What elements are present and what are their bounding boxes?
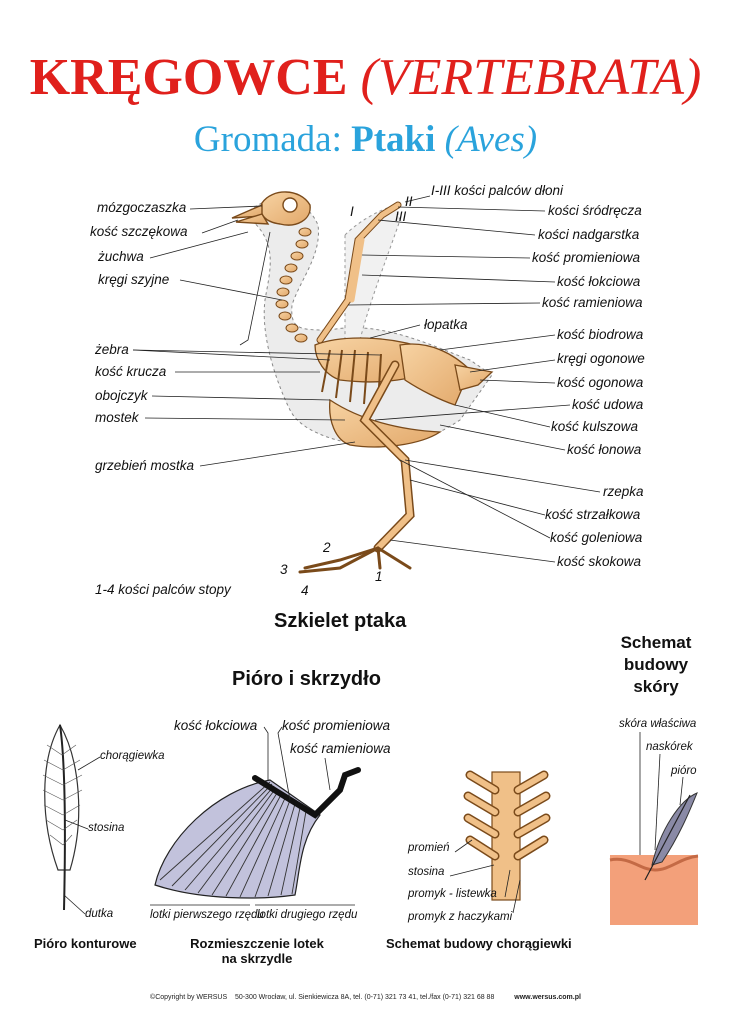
label-maxilla: kość szczękowa [90,224,188,239]
title-main: KRĘGOWCE [29,49,348,106]
subtitle-prefix: Gromada: [193,119,342,160]
toe-number-3: 3 [280,562,288,577]
numeral-1: I [350,204,354,219]
skin-label-dermis: skóra właściwa [619,718,697,730]
label-coracoid: kość krucza [95,364,167,379]
label-humerus: kość ramieniowa [542,295,643,310]
label-ulna: kość łokciowa [557,274,641,289]
toes [300,548,410,572]
contour-feather [43,725,100,914]
caption-vane: Schemat budowy chorągiewki [386,936,572,951]
label-clavicle: obojczyk [95,388,148,403]
footer-address: 50-300 Wrocław, ul. Sienkiewicza 8A, tel. (0-71) 321 73 41, tel./fax (0-71) 321 68 88 [234,994,495,1001]
label-tibia: kość goleniowa [550,530,643,545]
label-fibula: kość strzałkowa [545,507,641,522]
label-toe-bones: 1-4 kości palców stopy [95,582,231,597]
label-pygostyle: kość ogonowa [557,375,644,390]
label-metacarpals: kości śródręcza [548,203,642,218]
numeral-2: II [405,194,413,209]
vane-label-barbule: promyk - listewka [408,888,497,900]
caption-wing [177,936,337,966]
footer [0,994,731,1001]
wing-label-secondaries: lotki drugiego rzędu [257,909,358,921]
toe-number-4: 4 [301,583,309,598]
caption-wing-line1: Rozmieszczenie lotek [190,936,324,951]
label-rachis: stosina [88,822,125,834]
caption-wing-line2: na skrzydle [221,951,293,966]
label-radius: kość promieniowa [532,250,641,265]
label-patella: rzepka [603,484,644,499]
label-pubis: kość łonowa [567,442,642,457]
label-ribs: żebra [95,342,129,357]
vane-label-barb: promień [408,842,450,854]
subtitle-group: Ptaki [351,119,436,160]
skull [232,192,310,225]
wing-label-radius: kość promieniowa [282,718,391,733]
label-carpals: kości nadgarstka [538,227,640,242]
numeral-3: III [395,209,407,224]
skeleton-heading: Szkielet ptaka [274,610,407,632]
wing-label-ulna: kość łokciowa [174,718,258,733]
vane-label-hooked-barbule: promyk z haczykami [408,911,513,923]
label-vane: chorągiewka [100,750,165,762]
label-ischium: kość kulszowa [551,419,639,434]
label-scapula: łopatka [424,317,468,332]
footer-copyright: ©Copyright by WERSUS [150,994,228,1001]
toe-number-2: 2 [323,540,331,555]
label-cervical-vertebrae: kręgi szyjne [98,272,170,287]
label-keel: grzebień mostka [95,458,195,473]
skin-label-feather: pióro [671,765,697,777]
label-finger-bones: I-III kości palców dłoni [431,183,564,198]
skin-heading-line3: skóry [633,677,679,696]
label-mandible: żuchwa [98,249,144,264]
label-calamus: dutka [85,908,114,920]
tail [455,365,492,390]
skin-heading-line1: Schemat [620,633,692,652]
vane-label-rachis: stosina [408,866,445,878]
label-femur: kość udowa [572,397,644,412]
wing-label-primaries: lotki pierwszego rzędu [150,909,264,921]
skin-label-epidermis: naskórek [646,741,693,753]
skin-heading-line2: budowy [623,655,689,674]
footer-website[interactable]: www.wersus.com.pl [514,994,581,1001]
caption-contour-feather: Pióro konturowe [34,936,137,951]
label-tarsus: kość skokowa [557,554,642,569]
skin-heading [605,632,707,698]
label-caudal-vertebrae: kręgi ogonowe [557,351,645,366]
label-cranium: mózgoczaszka [97,200,187,215]
skin-diagram [610,732,698,925]
label-ilium: kość biodrowa [557,327,644,342]
subtitle-latin: (Aves) [444,119,538,160]
label-sternum: mostek [95,410,139,425]
title-latin: (VERTEBRATA) [360,49,702,106]
feather-heading: Pióro i skrzydło [232,668,381,690]
wing-label-humerus: kość ramieniowa [290,741,391,756]
toe-number-1: 1 [375,569,383,584]
